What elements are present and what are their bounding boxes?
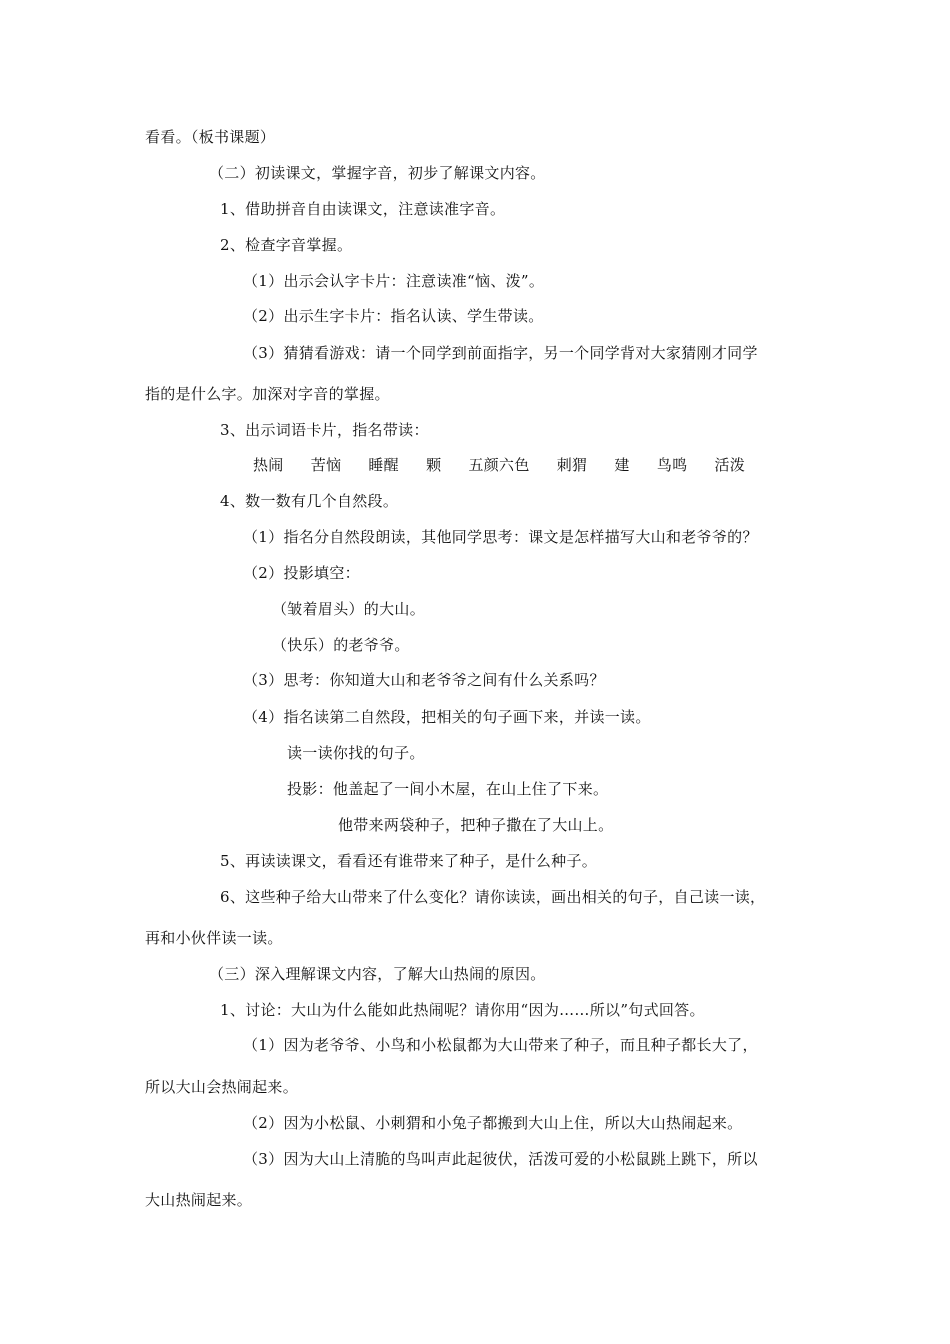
text-line: 看看。（板书课题） [145, 128, 276, 146]
text-line: 6、这些种子给大山带来了什么变化？请你读读，画出相关的句子，自己读一读， [220, 888, 766, 906]
vocab-word: 五颜六色 [468, 456, 530, 474]
vocab-word: 建 [614, 456, 630, 474]
vocab-word: 活泼 [714, 456, 746, 474]
text-line: （4）指名读第二自然段，把相关的句子画下来，并读一读。 [243, 708, 651, 726]
vocab-word: 鸟鸣 [656, 456, 688, 474]
section-heading: （三）深入理解课文内容，了解大山热闹的原因。 [209, 965, 546, 983]
text-line: 投影：他盖起了一间小木屋，在山上住了下来。 [287, 780, 609, 798]
text-line: 所以大山会热闹起来。 [145, 1078, 299, 1096]
text-line: （1）出示会认字卡片：注意读准“恼、泼”。 [243, 272, 545, 290]
text-line: （1）因为老爷爷、小鸟和小松鼠都为大山带来了种子，而且种子都长大了， [243, 1036, 758, 1054]
text-line: （3）猜猜看游戏：请一个同学到前面指字，另一个同学背对大家猜刚才同学 [243, 344, 758, 362]
text-line: 指的是什么字。加深对字音的掌握。 [145, 385, 390, 403]
text-line: （皱着眉头）的大山。 [272, 600, 426, 618]
vocab-word: 刺猬 [556, 456, 588, 474]
text-line: 1、借助拼音自由读课文，注意读准字音。 [220, 200, 506, 218]
text-line: 5、再读读课文，看看还有谁带来了种子，是什么种子。 [220, 852, 598, 870]
text-line: 再和小伙伴读一读。 [145, 929, 283, 947]
text-line: 大山热闹起来。 [145, 1191, 253, 1209]
vocabulary-list [253, 455, 767, 475]
text-line: 读一读你找的句子。 [287, 744, 425, 762]
vocab-word: 睡醒 [368, 456, 399, 474]
text-line: 4、数一数有几个自然段。 [220, 492, 399, 510]
text-line: （2）投影填空： [243, 564, 360, 582]
text-line: 3、出示词语卡片，指名带读： [220, 421, 429, 439]
section-heading: （二）初读课文，掌握字音，初步了解课文内容。 [209, 164, 546, 182]
text-line: 2、检查字音掌握。 [220, 236, 353, 254]
text-line: （2）因为小松鼠、小刺猬和小兔子都搬到大山上住，所以大山热闹起来。 [243, 1114, 743, 1132]
text-line: （2）出示生字卡片：指名认读、学生带读。 [243, 307, 544, 325]
text-line: （3）思考：你知道大山和老爷爷之间有什么关系吗？ [243, 671, 605, 689]
text-line: （3）因为大山上清脆的鸟叫声此起彼伏，活泼可爱的小松鼠跳上跳下，所以 [243, 1150, 758, 1168]
text-line: 1、讨论：大山为什么能如此热闹呢？请你用“因为……所以”句式回答。 [220, 1001, 705, 1019]
vocab-word: 热闹 [253, 456, 284, 474]
vocab-word: 苦恼 [310, 456, 342, 474]
text-line: （1）指名分自然段朗读，其他同学思考：课文是怎样描写大山和老爷爷的？ [243, 528, 758, 546]
vocab-word: 颗 [426, 456, 442, 474]
text-line: 他带来两袋种子，把种子撒在了大山上。 [338, 816, 614, 834]
text-line: （快乐）的老爷爷。 [272, 636, 410, 654]
